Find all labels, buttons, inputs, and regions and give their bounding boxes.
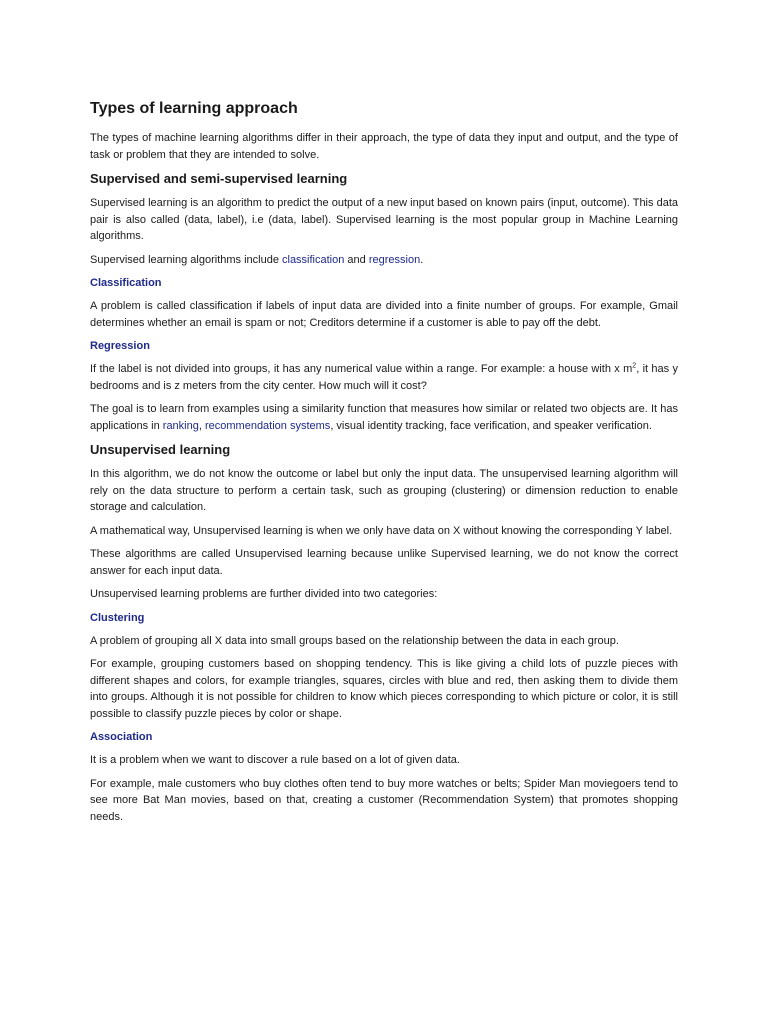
- regression-text-a: If the label is not divided into groups, it has any numerical value within a range. For example: a house with x m: [90, 363, 633, 375]
- classification-paragraph: A problem is called classification if labels of input data are divided into a finite number of groups. For example, Gmail determines whether an email is spam or not; Creditors determine if a customer is able to pay off the debt.: [90, 300, 678, 329]
- unsupervised-heading: Unsupervised learning: [90, 442, 231, 457]
- ranking-link[interactable]: ranking: [162, 419, 199, 432]
- superscript: 2: [632, 362, 637, 370]
- association-heading: Association: [90, 731, 153, 743]
- clustering-heading: Clustering: [90, 611, 145, 624]
- goal-paragraph: [90, 401, 678, 434]
- supervised-p2-and: and: [344, 253, 369, 266]
- unsupervised-paragraph-3: These algorithms are called Unsupervised learning because unlike Supervised learning, we do not know the correct answer for each input data.: [90, 548, 678, 577]
- regression-heading: Regression: [90, 340, 150, 352]
- supervised-p2-text: Supervised learning algorithms include: [90, 253, 282, 266]
- supervised-heading: Supervised and semi-supervised learning: [90, 171, 348, 186]
- association-paragraph-1: It is a problem when we want to discover a rule based on a lot of given data.: [90, 754, 460, 766]
- supervised-p2-end: .: [420, 253, 424, 266]
- goal-text-after: , visual identity tracking, face verification, and speaker verification.: [330, 419, 652, 432]
- supervised-paragraph-2: [90, 252, 678, 269]
- classification-heading: Classification: [90, 277, 162, 289]
- recommendation-systems-link[interactable]: recommendation systems: [204, 419, 331, 432]
- regression-link[interactable]: regression: [368, 253, 421, 266]
- classification-link[interactable]: classification: [282, 253, 345, 266]
- goal-comma: ,: [198, 419, 205, 432]
- supervised-paragraph-1: Supervised learning is an algorithm to predict the output of a new input based on known pairs (input, outcome). This data pair is also called (data, label), i.e (data, label). Supervised learning is the most popular group in Machine Learning algorithms.: [90, 197, 678, 242]
- page-title: Types of learning approach: [90, 100, 298, 117]
- clustering-paragraph-1: A problem of grouping all X data into small groups based on the relationship between the data in each group.: [90, 634, 619, 647]
- goal-text-before: The goal is to learn from examples using a similarity function that measures how similar or related two objects are. It has applications in: [90, 403, 678, 432]
- association-paragraph-2: For example, male customers who buy clothes often tend to buy more watches or belts; Spider Man moviegoers tend to see more Bat Man movies, based on that, creating a customer (Recommendation System) that promotes shopping needs.: [90, 777, 678, 823]
- regression-text-b: , it has y bedrooms and is z meters from the city center. How much will it cost?: [90, 363, 678, 392]
- intro-paragraph: The types of machine learning algorithms differ in their approach, the type of data they input and output, and the type of task or problem that they are intended to solve.: [90, 132, 678, 161]
- regression-paragraph: [90, 361, 678, 394]
- unsupervised-paragraph-1: In this algorithm, we do not know the outcome or label but only the input data. The unsupervised learning algorithm will rely on the data structure to perform a certain task, such as grouping (clustering) or dimension reduction to enable storage and calculation.: [90, 468, 678, 513]
- unsupervised-paragraph-2: A mathematical way, Unsupervised learning is when we only have data on X without knowing the corresponding Y label.: [90, 524, 673, 537]
- clustering-paragraph-2: For example, grouping customers based on shopping tendency. This is like giving a child lots of puzzle pieces with different shapes and colors, for example triangles, squares, circles with blue and red, then asking them to divide them into groups. Although it is not possible for children to know which pieces corresponding to which picture or color, it is still possible to classify puzzle pieces by color or shape.: [90, 658, 678, 720]
- unsupervised-paragraph-4: Unsupervised learning problems are further divided into two categories:: [90, 588, 438, 600]
